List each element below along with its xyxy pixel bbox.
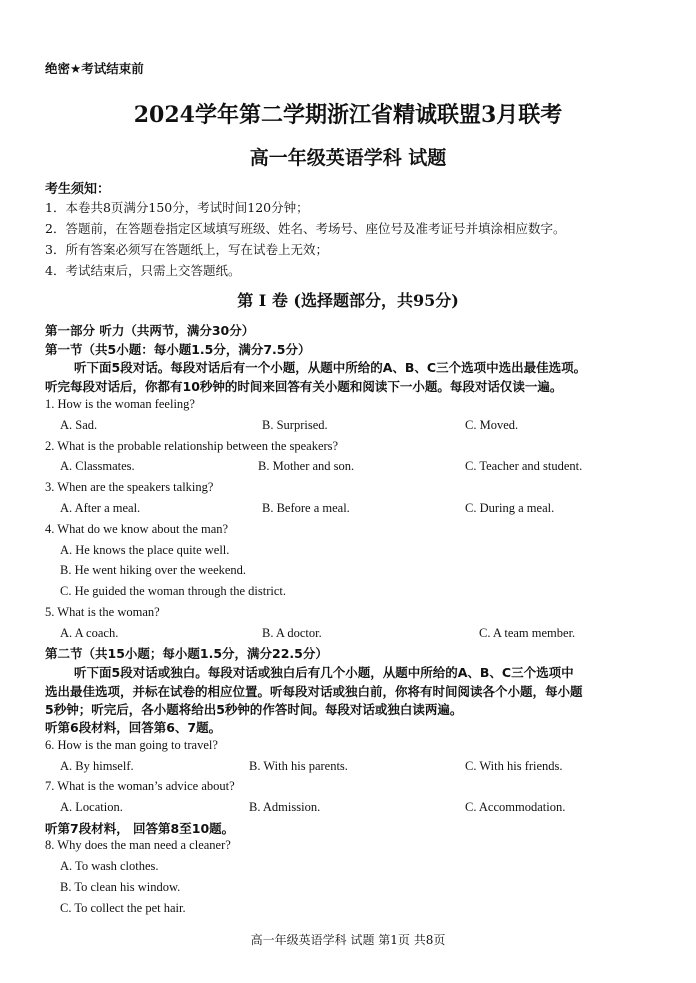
sec2-title: 第二节（共15小题；每小题1.5分，满分22.5分） (45, 646, 328, 661)
page-footer: 高一年级英语学科 试题 第1页 共8页 (250, 933, 446, 947)
material-6-heading: 听第6段材料，回答第6、7题。 (45, 720, 222, 735)
exam-title: 2024学年第二学期浙江省精诚联盟3月联考 (133, 102, 563, 128)
question-4: 4. What do we know about the man? (45, 522, 229, 536)
option-c: C. He guided the woman through the district. (60, 584, 287, 598)
option-b: B. A doctor. (262, 626, 322, 640)
sec2-instructions: 5秒钟；听完后，各小题将给出5秒钟的作答时间。每段对话或独白读两遍。 (45, 702, 463, 717)
option-c: C. With his friends. (465, 759, 563, 773)
option-c: C. Teacher and student. (465, 459, 583, 473)
sec1-instructions: 听下面5段对话。每段对话后有一个小题，从题中所给的A、B、C三个选项中选出最佳选项。 (74, 360, 587, 375)
question-8: 8. Why does the man need a cleaner? (45, 838, 231, 852)
option-b: B. He went hiking over the weekend. (60, 563, 247, 577)
notice-item: 4．考试结束后，只需上交答题纸。 (45, 263, 241, 278)
question-6: 6. How is the man going to travel? (45, 738, 218, 752)
option-a: A. Classmates. (60, 459, 135, 473)
option-c: C. During a meal. (465, 501, 555, 515)
question-3: 3. When are the speakers talking? (45, 480, 214, 494)
option-a: A. A coach. (60, 626, 119, 640)
option-b: B. Before a meal. (262, 501, 350, 515)
exam-subtitle: 高一年级英语学科 试题 (249, 147, 447, 169)
option-a: A. Sad. (60, 418, 98, 432)
option-a: A. After a meal. (60, 501, 141, 515)
sec2-instructions: 选出最佳选项，并标在试卷的相应位置。听每段对话或独白前，你将有时间阅读各个小题，每小题 (45, 684, 583, 699)
option-c: C. To collect the pet hair. (60, 901, 186, 915)
option-c: C. Accommodation. (465, 800, 566, 814)
question-2: 2. What is the probable relationship between the speakers? (45, 439, 339, 453)
option-b: B. To clean his window. (60, 880, 181, 894)
notice-item: 1．本卷共8页满分150分，考试时间120分钟； (45, 200, 309, 215)
material-7-heading: 听第7段材料， 回答第8至10题。 (45, 821, 235, 836)
sec1-title: 第一节（共5小题：每小题1.5分，满分7.5分） (45, 342, 311, 357)
section-title: 第一部分 听力（共两节，满分30分） (45, 323, 255, 338)
question-5: 5. What is the woman? (45, 605, 160, 619)
option-c: C. Moved. (465, 418, 519, 432)
option-b: B. Admission. (249, 800, 321, 814)
notice-heading: 考生须知： (45, 182, 111, 197)
option-a: A. To wash clothes. (60, 859, 159, 873)
sec1-instructions: 听完每段对话后，你都有10秒钟的时间来回答有关小题和阅读下一小题。每段对话仅读一遍。 (45, 379, 563, 394)
question-7: 7. What is the woman’s advice about? (45, 779, 235, 793)
question-1: 1. How is the woman feeling? (45, 397, 195, 411)
notice-item: 3．所有答案必须写在答题纸上，写在试卷上无效； (45, 242, 328, 257)
option-a: A. Location. (60, 800, 123, 814)
option-a: A. By himself. (60, 759, 134, 773)
notice-item: 2．答题前，在答题卷指定区域填写班级、姓名、考场号、座位号及准考证号并填涂相应数字。 (45, 221, 566, 236)
option-b: B. Surprised. (262, 418, 328, 432)
option-b: B. Mother and son. (258, 459, 355, 473)
option-c: C. A team member. (479, 626, 576, 640)
confidential-label: 绝密★考试结束前 (45, 61, 144, 76)
sec2-instructions: 听下面5段对话或独白。每段对话或独白后有几个小题，从题中所给的A、B、C三个选项中 (74, 665, 574, 680)
part-title: 第 I 卷 (选择题部分，共95分) (237, 291, 459, 310)
option-b: B. With his parents. (249, 759, 348, 773)
option-a: A. He knows the place quite well. (60, 543, 230, 557)
